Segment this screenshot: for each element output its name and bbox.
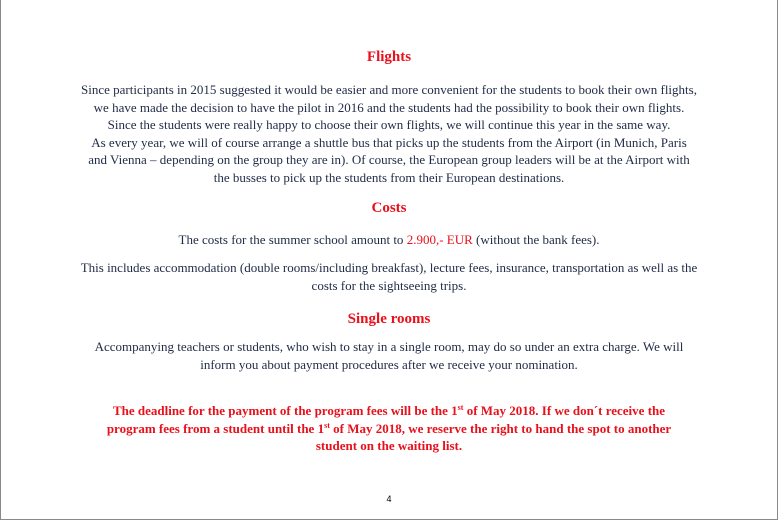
deadline-text: program fees from a student until the 1 — [106, 420, 325, 436]
page-number: 4 — [386, 494, 392, 504]
costs-includes-line: costs for the sightseeing trips. — [311, 277, 467, 293]
costs-amount-value: 2.900,- EUR — [406, 232, 473, 247]
flights-line: Since participants in 2015 suggested it would be easier and more convenient for the students to book their own flights, — [81, 82, 697, 97]
flights-line: As every year, we will of course arrange a shuttle bus that picks up the students from the Airport (in Munich, Paris — [91, 134, 687, 150]
costs-includes-line: This includes accommodation (double rooms/including breakfast), lecture fees, insurance, transportation as well as the — [80, 260, 698, 275]
flights-paragraph — [40, 81, 738, 186]
flights-line: Since the students were really happy to choose their own flights, we will continue this year in the same way. — [107, 117, 671, 132]
deadline-text: of May 2018, we reserve the right to hand the spot to another — [329, 420, 672, 436]
costs-heading: Costs — [371, 200, 407, 216]
single-rooms-paragraph — [40, 338, 738, 373]
costs-amount-suffix: (without the bank fees). — [472, 232, 600, 247]
deadline-line — [40, 420, 738, 438]
deadline-ordinal: st — [324, 420, 330, 430]
deadline-text: student on the waiting list. — [315, 438, 463, 453]
costs-amount-paragraph — [40, 231, 738, 249]
flights-line: we have made the decision to have the pilot in 2016 and the students had the possibility to book their own flights. — [93, 99, 685, 115]
deadline-ordinal: st — [457, 403, 464, 412]
flights-line: and Vienna – depending on the group they are in). Of course, the European group leaders will be at the Airport with — [88, 152, 690, 167]
single-rooms-line: inform you about payment procedures after we receive your nomination. — [200, 356, 578, 372]
deadline-line — [40, 402, 738, 420]
single-rooms-line: Accompanying teachers or students, who wish to stay in a single room, may do so under an extra charge. We will — [94, 339, 684, 354]
costs-amount-line — [40, 231, 738, 249]
deadline-text: The deadline for the payment of the program fees will be the 1 — [112, 403, 458, 418]
deadline-text: of May 2018. If we don´t receive the — [463, 403, 666, 418]
deadline-notice — [40, 402, 738, 455]
costs-includes-paragraph — [40, 259, 738, 294]
deadline-line — [40, 437, 738, 455]
flights-line: the busses to pick up the students from their European destinations. — [213, 169, 565, 185]
single-rooms-heading: Single rooms — [347, 311, 431, 327]
costs-amount-prefix: The costs for the summer school amount to — [178, 232, 407, 247]
flights-heading: Flights — [366, 49, 412, 65]
